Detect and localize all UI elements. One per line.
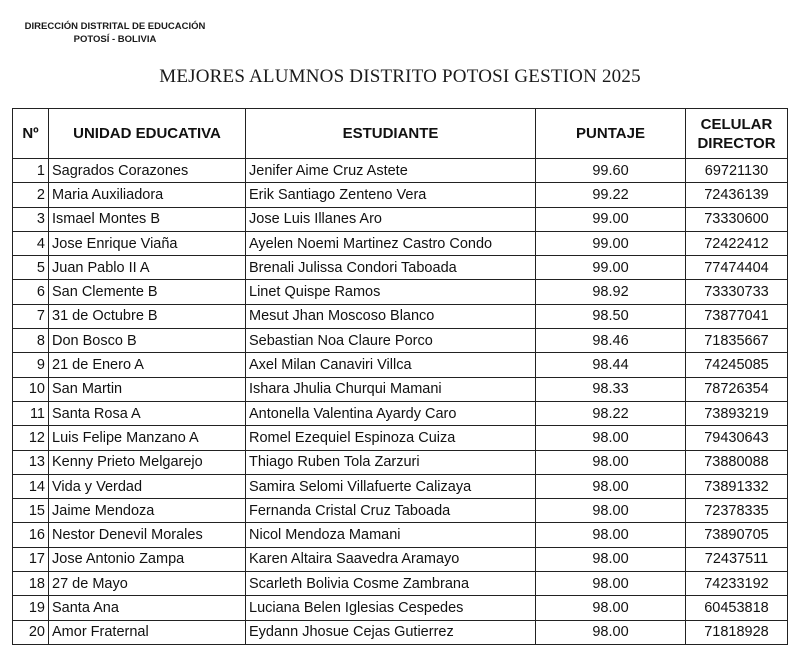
column-header-celular-line1: CELULAR — [700, 115, 773, 133]
row-number: 4 — [13, 231, 49, 255]
estudiante-cell: Axel Milan Canaviri Villca — [246, 353, 536, 377]
table-row — [13, 547, 788, 571]
table-row — [13, 450, 788, 474]
puntaje-cell: 98.92 — [536, 280, 686, 304]
puntaje-cell: 98.00 — [536, 620, 686, 644]
estudiante-cell: Ishara Jhulia Churqui Mamani — [246, 377, 536, 401]
unidad-educativa-cell: Don Bosco B — [49, 329, 246, 353]
estudiante-cell: Thiago Ruben Tola Zarzuri — [246, 450, 536, 474]
unidad-educativa-cell: Santa Ana — [49, 596, 246, 620]
celular-cell: 74233192 — [686, 572, 788, 596]
table-row — [13, 329, 788, 353]
row-number: 16 — [13, 523, 49, 547]
row-number: 12 — [13, 426, 49, 450]
unidad-educativa-cell: Kenny Prieto Melgarejo — [49, 450, 246, 474]
estudiante-cell: Eydann Jhosue Cejas Gutierrez — [246, 620, 536, 644]
table-row — [13, 183, 788, 207]
row-number: 3 — [13, 207, 49, 231]
estudiante-cell: Romel Ezequiel Espinoza Cuiza — [246, 426, 536, 450]
row-number: 13 — [13, 450, 49, 474]
estudiante-cell: Nicol Mendoza Mamani — [246, 523, 536, 547]
celular-cell: 73330600 — [686, 207, 788, 231]
puntaje-cell: 98.00 — [536, 426, 686, 450]
table-row — [13, 401, 788, 425]
row-number: 10 — [13, 377, 49, 401]
estudiante-cell: Antonella Valentina Ayardy Caro — [246, 401, 536, 425]
estudiante-cell: Linet Quispe Ramos — [246, 280, 536, 304]
unidad-educativa-cell: 27 de Mayo — [49, 572, 246, 596]
estudiante-cell: Jenifer Aime Cruz Astete — [246, 159, 536, 183]
unidad-educativa-cell: Luis Felipe Manzano A — [49, 426, 246, 450]
table-row — [13, 256, 788, 280]
puntaje-cell: 98.00 — [536, 450, 686, 474]
table-row — [13, 207, 788, 231]
celular-cell: 69721130 — [686, 159, 788, 183]
puntaje-cell: 99.60 — [536, 159, 686, 183]
estudiante-cell: Ayelen Noemi Martinez Castro Condo — [246, 231, 536, 255]
table-row — [13, 353, 788, 377]
row-number: 2 — [13, 183, 49, 207]
celular-cell: 77474404 — [686, 256, 788, 280]
celular-cell: 72422412 — [686, 231, 788, 255]
puntaje-cell: 99.00 — [536, 207, 686, 231]
puntaje-cell: 99.22 — [536, 183, 686, 207]
unidad-educativa-cell: Maria Auxiliadora — [49, 183, 246, 207]
puntaje-cell: 98.00 — [536, 523, 686, 547]
table-row — [13, 572, 788, 596]
row-number: 6 — [13, 280, 49, 304]
unidad-educativa-cell: Santa Rosa A — [49, 401, 246, 425]
column-header-puntaje: PUNTAJE — [536, 109, 686, 159]
celular-cell: 73891332 — [686, 474, 788, 498]
puntaje-cell: 98.50 — [536, 304, 686, 328]
unidad-educativa-cell: Amor Fraternal — [49, 620, 246, 644]
puntaje-cell: 99.00 — [536, 231, 686, 255]
table-row — [13, 620, 788, 644]
estudiante-cell: Scarleth Bolivia Cosme Zambrana — [246, 572, 536, 596]
estudiante-cell: Luciana Belen Iglesias Cespedes — [246, 596, 536, 620]
puntaje-cell: 98.00 — [536, 547, 686, 571]
celular-cell: 60453818 — [686, 596, 788, 620]
column-header-celular-line2: DIRECTOR — [697, 134, 776, 152]
puntaje-cell: 98.22 — [536, 401, 686, 425]
celular-cell: 73880088 — [686, 450, 788, 474]
column-header-estudiante: ESTUDIANTE — [246, 109, 536, 159]
row-number: 18 — [13, 572, 49, 596]
document-title: MEJORES ALUMNOS DISTRITO POTOSI GESTION 2025 — [159, 66, 641, 87]
table-row — [13, 231, 788, 255]
unidad-educativa-cell: Juan Pablo II A — [49, 256, 246, 280]
celular-cell: 74245085 — [686, 353, 788, 377]
estudiante-cell: Sebastian Noa Claure Porco — [246, 329, 536, 353]
column-header-num: Nº — [13, 109, 49, 159]
estudiante-cell: Brenali Julissa Condori Taboada — [246, 256, 536, 280]
unidad-educativa-cell: Nestor Denevil Morales — [49, 523, 246, 547]
column-header-unidad: UNIDAD EDUCATIVA — [49, 109, 246, 159]
table-row — [13, 596, 788, 620]
column-header-celular — [686, 109, 788, 159]
row-number: 17 — [13, 547, 49, 571]
puntaje-cell: 98.33 — [536, 377, 686, 401]
row-number: 1 — [13, 159, 49, 183]
estudiante-cell: Samira Selomi Villafuerte Calizaya — [246, 474, 536, 498]
row-number: 7 — [13, 304, 49, 328]
celular-cell: 72437511 — [686, 547, 788, 571]
puntaje-cell: 98.00 — [536, 596, 686, 620]
puntaje-cell: 98.44 — [536, 353, 686, 377]
unidad-educativa-cell: 31 de Octubre B — [49, 304, 246, 328]
table-row — [13, 474, 788, 498]
puntaje-cell: 99.00 — [536, 256, 686, 280]
unidad-educativa-cell: San Clemente B — [49, 280, 246, 304]
celular-cell: 78726354 — [686, 377, 788, 401]
estudiante-cell: Mesut Jhan Moscoso Blanco — [246, 304, 536, 328]
unidad-educativa-cell: Jose Enrique Viaña — [49, 231, 246, 255]
org-name: DIRECCIÓN DISTRITAL DE EDUCACIÓN — [24, 21, 206, 32]
row-number: 9 — [13, 353, 49, 377]
organization-header — [0, 20, 230, 46]
table-row — [13, 426, 788, 450]
unidad-educativa-cell: 21 de Enero A — [49, 353, 246, 377]
students-table — [12, 108, 788, 645]
unidad-educativa-cell: Jaime Mendoza — [49, 499, 246, 523]
celular-cell: 71835667 — [686, 329, 788, 353]
row-number: 19 — [13, 596, 49, 620]
celular-cell: 72378335 — [686, 499, 788, 523]
puntaje-cell: 98.00 — [536, 474, 686, 498]
table-header-row — [13, 109, 788, 159]
unidad-educativa-cell: Ismael Montes B — [49, 207, 246, 231]
org-location: POTOSÍ - BOLIVIA — [73, 34, 157, 45]
row-number: 11 — [13, 401, 49, 425]
row-number: 5 — [13, 256, 49, 280]
row-number: 8 — [13, 329, 49, 353]
celular-cell: 72436139 — [686, 183, 788, 207]
estudiante-cell: Fernanda Cristal Cruz Taboada — [246, 499, 536, 523]
estudiante-cell: Jose Luis Illanes Aro — [246, 207, 536, 231]
celular-cell: 73893219 — [686, 401, 788, 425]
celular-cell: 73890705 — [686, 523, 788, 547]
table-row — [13, 377, 788, 401]
unidad-educativa-cell: San Martin — [49, 377, 246, 401]
row-number: 20 — [13, 620, 49, 644]
estudiante-cell: Erik Santiago Zenteno Vera — [246, 183, 536, 207]
celular-cell: 71818928 — [686, 620, 788, 644]
celular-cell: 73877041 — [686, 304, 788, 328]
row-number: 14 — [13, 474, 49, 498]
puntaje-cell: 98.00 — [536, 572, 686, 596]
table-row — [13, 499, 788, 523]
unidad-educativa-cell: Vida y Verdad — [49, 474, 246, 498]
puntaje-cell: 98.46 — [536, 329, 686, 353]
unidad-educativa-cell: Jose Antonio Zampa — [49, 547, 246, 571]
table-row — [13, 523, 788, 547]
estudiante-cell: Karen Altaira Saavedra Aramayo — [246, 547, 536, 571]
celular-cell: 79430643 — [686, 426, 788, 450]
puntaje-cell: 98.00 — [536, 499, 686, 523]
celular-cell: 73330733 — [686, 280, 788, 304]
table-row — [13, 159, 788, 183]
row-number: 15 — [13, 499, 49, 523]
table-row — [13, 280, 788, 304]
table-row — [13, 304, 788, 328]
unidad-educativa-cell: Sagrados Corazones — [49, 159, 246, 183]
